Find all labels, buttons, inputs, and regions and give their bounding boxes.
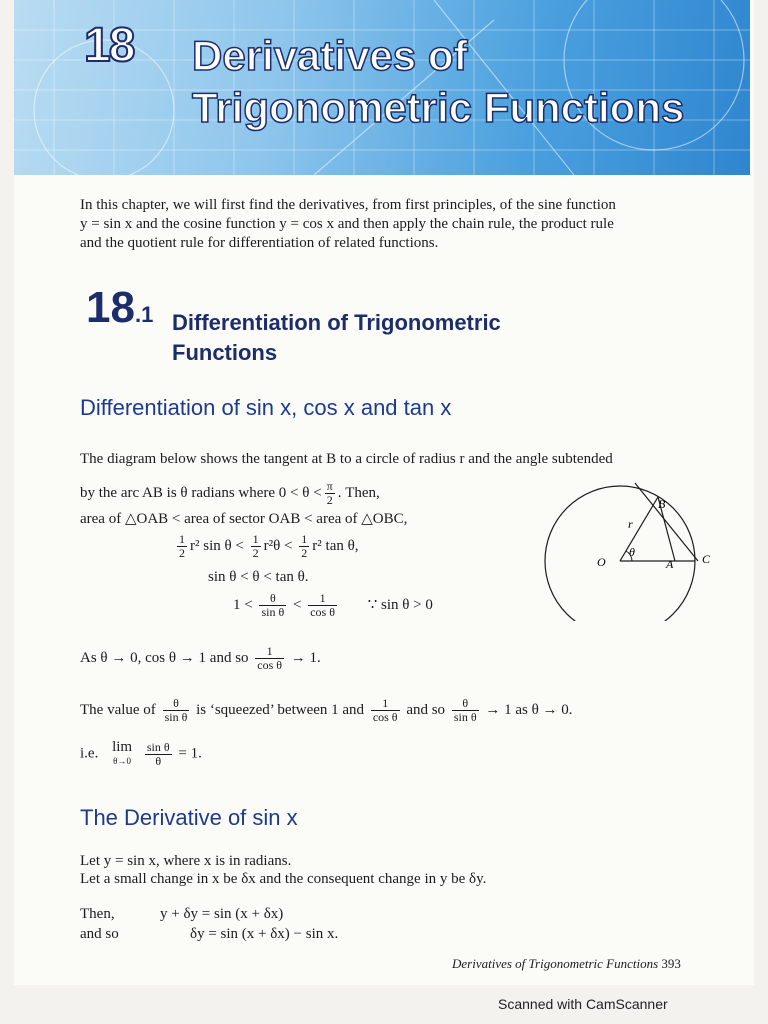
intro-paragraph [80, 196, 712, 253]
chapter-title-line2: Trigonometric Functions [192, 84, 685, 131]
inequality-areas: $\frac{1}{2}$ r² sin θ < $\frac{1}{2}$ r²θ < $\frac{1}{2}$ r² tan θ, [179, 532, 359, 560]
paragraph-line: by the arc AB is θ radians where 0 < θ < $\frac{\pi}{2}$ . Then, [80, 479, 380, 507]
page-number: 393 [661, 956, 681, 971]
chapter-title [192, 32, 684, 132]
circle-tangent-diagram [540, 476, 720, 621]
andso-equation: δy = sin (x + δx) − sin x. [190, 926, 339, 942]
scanner-watermark: Scanned with CamScanner [498, 996, 668, 1012]
label-O: O [597, 555, 606, 569]
section-title-line2: Functions [172, 340, 278, 365]
diagram-tangent [635, 483, 698, 561]
paragraph-line: area of △OAB < area of sector OAB < area of △OBC, [80, 511, 408, 527]
then-label: Then, [80, 906, 115, 922]
intro-line: In this chapter, we will first find the derivatives, from first principles, of the sine function [80, 197, 616, 213]
label-B: B [658, 497, 666, 511]
label-A: A [666, 557, 674, 571]
running-title: Derivatives of Trigonometric Functions [452, 956, 659, 971]
paragraph-line: The diagram below shows the tangent at B to a circle of radius r and the angle subtended [80, 451, 613, 467]
page-footer [452, 956, 681, 972]
cos-limit-line: As θ → 0, cos θ → 1 and so $\frac{1}{\text{cos θ}}$ → 1. [80, 644, 321, 672]
andso-label: and so [80, 926, 119, 942]
label-r: r [628, 517, 633, 531]
intro-line: and the quotient rule for differentiation of related functions. [80, 235, 439, 251]
section-title [172, 308, 501, 368]
subsection-heading-derivative-sin: The Derivative of sin x [80, 805, 298, 830]
limit-result: i.e. lim θ→0 $\frac{\text{sin θ}}{\theta}$ = 1. [80, 739, 202, 768]
label-theta: θ [629, 545, 635, 559]
chapter-banner [14, 0, 750, 175]
paragraph-line: Let a small change in x be δx and the consequent change in y be δy. [80, 871, 487, 887]
diagram-radius-OB [620, 497, 658, 561]
label-C: C [702, 552, 711, 566]
then-equation: y + δy = sin (x + δx) [160, 906, 284, 922]
inequality-ratio: 1 < $\frac{\theta}{\text{sin θ}}$ < $\frac{1}{\text{cos θ}}$ ∵ sin θ > 0 [233, 591, 433, 619]
section-title-line1: Differentiation of Trigonometric [172, 310, 501, 335]
inequality-sin-theta-tan: sin θ < θ < tan θ. [208, 569, 309, 585]
subsection-heading: Differentiation of sin x, cos x and tan x [80, 395, 452, 420]
fraction-pi-over-2: $\frac{\pi}{2}$ [326, 479, 333, 507]
chapter-title-line1: Derivatives of [192, 32, 468, 79]
chapter-number: 18 [84, 19, 134, 72]
intro-line: y = sin x and the cosine function y = cos x and then apply the chain rule, the product rule [80, 216, 614, 232]
section-number: 18.1 [86, 283, 154, 332]
squeeze-line: The value of $\frac{\theta}{\text{sin θ}}$ is ‘squeezed’ between 1 and $\frac{1}{\text{cos θ}}$ and so $\frac{\theta}{\text{sin θ}}$ → 1 as θ → 0. [80, 696, 573, 724]
paragraph-line: Let y = sin x, where x is in radians. [80, 853, 292, 869]
